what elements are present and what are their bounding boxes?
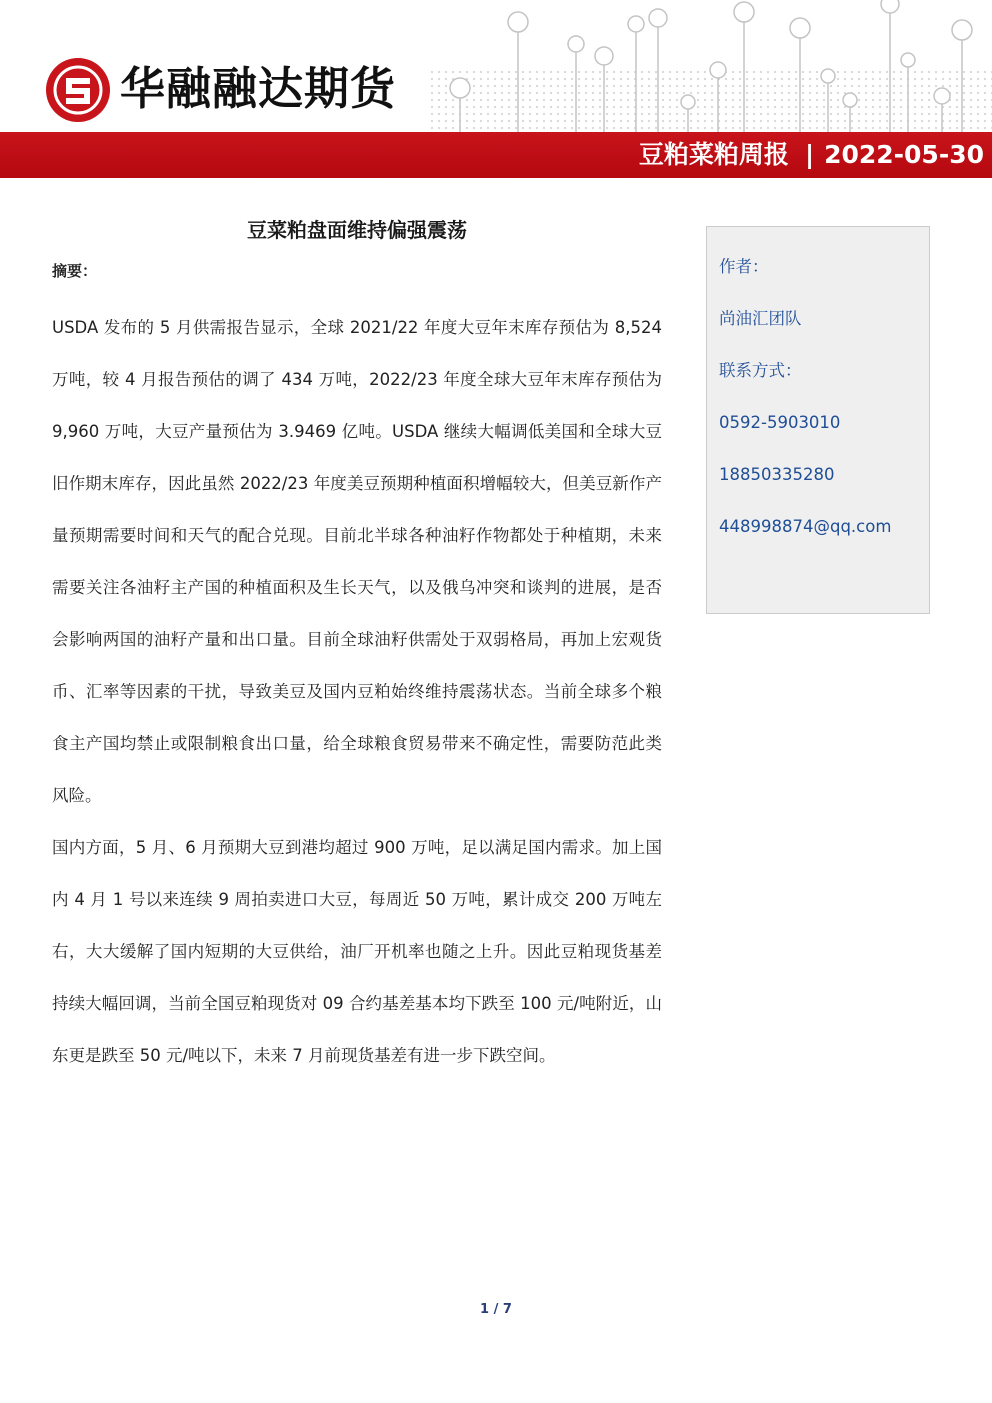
paragraph-global-market: USDA 发布的 5 月供需报告显示，全球 2021/22 年度大豆年末库存预估为 8,524 万吨，较 4 月报告预估的调了 434 万吨，2022/23 年度全球大豆年末库存预估为 9,960 万吨，大豆产量预估为 3.9469 亿吨。USDA 继续大幅调低美国和全球大豆旧作期末库存，因此虽然 2022/23 年度美豆预期种植面积增幅较大，但美豆新作产量预期需要时间和天气的配合兑现。目前北半球各种油籽作物都处于种植期，未来需要关注各油籽主产国的种植面积及生长天气，以及俄乌冲突和谈判的进展，是否会影响两国的油籽产量和出口量。目前全球油籽供需处于双弱格局，再加上宏观货币、汇率等因素的干扰，导致美豆及国内豆粕始终维持震荡状态。当前全球多个粮食主产国均禁止或限制粮食出口量，给全球粮食贸易带来不确定性，需要防范此类风险。 [52,318,662,805]
article-title: 豆菜粕盘面维持偏强震荡 [247,218,467,242]
phone-mobile: 18850335280 [719,465,835,484]
abstract-label: 摘要： [52,262,98,280]
company-logo-icon [44,56,112,124]
contact-email[interactable]: 448998874@qq.com [719,517,892,536]
article-body [52,212,662,1082]
report-title: 豆粕菜粕周报 [638,140,789,169]
contact-label: 联系方式： [719,361,802,380]
decorative-pins-graphic [430,0,992,132]
report-header [0,0,992,180]
author-name: 尚油汇团队 [719,309,802,328]
report-date: 2022-05-30 [824,140,984,169]
title-separator: | [804,140,815,169]
author-label: 作者： [719,257,769,276]
author-info-box [706,226,930,614]
brand-name: 华融融达期货 [120,62,397,115]
phone-landline: 0592-5903010 [719,413,841,432]
paragraph-domestic-market: 国内方面，5 月、6 月预期大豆到港均超过 900 万吨，足以满足国内需求。加上国内 4 月 1 号以来连续 9 周拍卖进口大豆，每周近 50 万吨，累计成交 200 万吨左右，大大缓解了国内短期的大豆供给，油厂开机率也随之上升。因此豆粕现货基差持续大幅回调，当前全国豆粕现货对 09 合约基差基本均下跌至 100 元/吨附近，山东更是跌至 50 元/吨以下，未来 7 月前现货基差有进一步下跌空间。 [52,838,662,1065]
report-title-bar [639,132,984,178]
page-indicator: 1 / 7 [480,1302,512,1317]
